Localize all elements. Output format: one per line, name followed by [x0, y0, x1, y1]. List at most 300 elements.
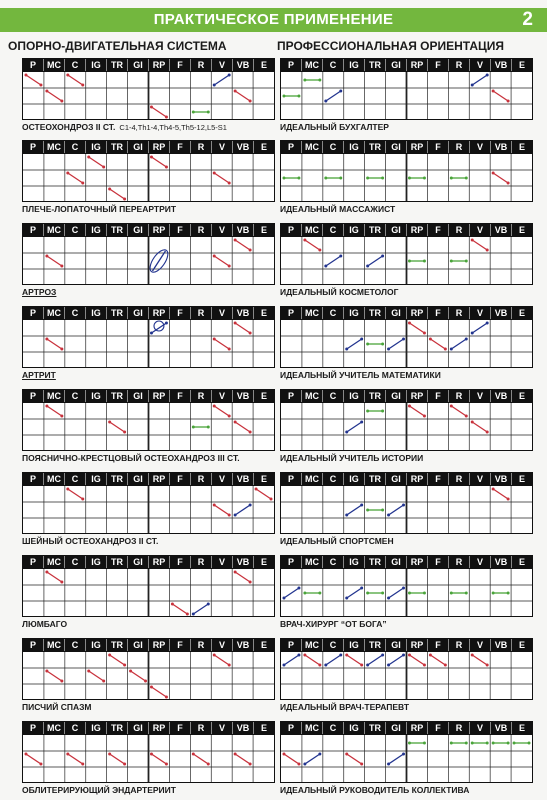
- blue-mark: [284, 588, 299, 598]
- red-mark-dot: [150, 156, 153, 159]
- blue-mark: [389, 754, 404, 764]
- grid-header-e: E: [518, 557, 525, 567]
- caption-text: ИДЕАЛЬНЫЙ КОСМЕТОЛОГ: [280, 287, 399, 297]
- grid-header-c: C: [323, 224, 344, 236]
- indicator-grid: [22, 72, 275, 120]
- green-mark-dot: [282, 177, 285, 180]
- red-mark: [68, 75, 83, 85]
- grid-header-rp: RP: [149, 307, 170, 319]
- grid-header: [280, 472, 533, 486]
- blue-mark: [472, 323, 487, 333]
- grid-header-p: P: [281, 473, 302, 485]
- red-mark: [89, 671, 104, 681]
- blue-mark-dot: [345, 348, 348, 351]
- grid-header-r: R: [449, 141, 470, 153]
- grid-header-p: P: [23, 722, 44, 734]
- grid-header-f: F: [170, 224, 191, 236]
- grid-header-rp: RP: [407, 556, 428, 568]
- green-mark-dot: [366, 509, 369, 512]
- red-mark: [235, 422, 250, 432]
- left-panel-3: [22, 223, 275, 285]
- red-mark-dot: [45, 571, 48, 574]
- grid-header-ig: IG: [86, 473, 107, 485]
- red-mark-dot: [486, 249, 489, 252]
- grid-header-f: F: [428, 390, 449, 402]
- red-mark: [151, 157, 166, 167]
- red-mark-dot: [165, 116, 168, 119]
- red-mark-dot: [249, 431, 252, 434]
- blue-mark: [389, 655, 404, 665]
- grid-header-tr: TR: [107, 224, 128, 236]
- grid-header-f: F: [170, 141, 191, 153]
- indicator-grid: [22, 652, 275, 700]
- blue-mark-dot: [297, 654, 300, 657]
- indicator-grid: [280, 569, 533, 617]
- caption-text: ПЛЕЧЕ-ЛОПАТОЧНЫЙ ПЕРЕАРТРИТ: [22, 204, 177, 214]
- red-mark-dot: [249, 249, 252, 252]
- grid-header-vb: VB: [233, 224, 254, 236]
- grid-header-e: E: [260, 142, 267, 152]
- red-mark-dot: [60, 680, 63, 683]
- right-panel-8: [280, 638, 533, 700]
- grid-header-gi: GI: [386, 639, 407, 651]
- title-banner: [0, 8, 547, 32]
- grid-header-f: F: [428, 141, 449, 153]
- grid-header: [280, 389, 533, 403]
- grid-header-tr: TR: [107, 556, 128, 568]
- right-panel-caption: [280, 702, 409, 712]
- green-mark-dot: [282, 95, 285, 98]
- blue-mark-dot: [366, 664, 369, 667]
- red-mark-dot: [87, 156, 90, 159]
- red-mark: [430, 339, 445, 349]
- indicator-grid: [280, 403, 533, 451]
- green-mark-dot: [366, 592, 369, 595]
- grid-header-vb: VB: [233, 141, 254, 153]
- caption-text: ВРАЧ-ХИРУРГ “ОТ БОГА”: [280, 619, 387, 629]
- blue-mark: [347, 339, 362, 349]
- grid-header-ig: IG: [86, 639, 107, 651]
- caption-text: ИДЕАЛЬНЫЙ МАССАЖИСТ: [280, 204, 396, 214]
- red-mark: [409, 406, 424, 416]
- blue-mark: [305, 754, 320, 764]
- green-mark-dot: [339, 177, 342, 180]
- grid-header-c: C: [65, 224, 86, 236]
- grid-header-rp: RP: [149, 141, 170, 153]
- blue-mark: [347, 588, 362, 598]
- grid-header-tr: TR: [365, 59, 386, 71]
- blue-mark: [326, 655, 341, 665]
- grid-header-ig: IG: [344, 224, 365, 236]
- blue-mark-dot: [486, 322, 489, 325]
- red-mark-dot: [108, 753, 111, 756]
- green-mark-dot: [381, 177, 384, 180]
- red-mark-dot: [471, 239, 474, 242]
- red-mark: [472, 655, 487, 665]
- grid-header-ig: IG: [344, 556, 365, 568]
- grid-header-f: F: [170, 473, 191, 485]
- red-mark-dot: [507, 100, 510, 103]
- grid-header-c: C: [323, 556, 344, 568]
- red-mark-dot: [465, 415, 468, 418]
- grid-header-gi: GI: [386, 473, 407, 485]
- green-mark-dot: [303, 79, 306, 82]
- grid-header-e: E: [260, 225, 267, 235]
- red-mark-dot: [108, 421, 111, 424]
- left-panel-caption: [22, 122, 227, 132]
- grid-header-e: E: [518, 142, 525, 152]
- red-mark-dot: [444, 664, 447, 667]
- blue-mark-dot: [150, 332, 153, 335]
- grid-header-p: P: [23, 556, 44, 568]
- red-mark-dot: [450, 405, 453, 408]
- blue-mark: [389, 588, 404, 598]
- grid-header-p: P: [281, 639, 302, 651]
- grid-header-p: P: [281, 224, 302, 236]
- blue-mark-dot: [345, 597, 348, 600]
- grid-header-vb: VB: [491, 722, 512, 734]
- grid-header-mc: MC: [44, 390, 65, 402]
- grid-header: [280, 58, 533, 72]
- green-mark-dot: [318, 592, 321, 595]
- blue-mark: [347, 422, 362, 432]
- red-mark-dot: [102, 166, 105, 169]
- red-mark-dot: [66, 753, 69, 756]
- red-mark-dot: [228, 664, 231, 667]
- grid-header-vb: VB: [491, 473, 512, 485]
- grid-header-vb: VB: [491, 224, 512, 236]
- grid-header-c: C: [65, 639, 86, 651]
- blue-mark-dot: [387, 664, 390, 667]
- right-panel-caption: [280, 619, 387, 629]
- indicator-grid: [22, 403, 275, 451]
- grid-header-e: E: [518, 474, 525, 484]
- green-mark-dot: [297, 95, 300, 98]
- red-mark: [47, 339, 62, 349]
- grid-header: [22, 472, 275, 486]
- red-mark-dot: [123, 664, 126, 667]
- red-mark-dot: [408, 654, 411, 657]
- red-mark-dot: [282, 753, 285, 756]
- red-mark: [214, 406, 229, 416]
- grid-header-c: C: [323, 473, 344, 485]
- red-mark-dot: [24, 753, 27, 756]
- grid-header-p: P: [23, 390, 44, 402]
- green-mark-dot: [507, 742, 510, 745]
- blue-mark-dot: [318, 753, 321, 756]
- grid-header-rp: RP: [149, 556, 170, 568]
- red-mark-dot: [492, 488, 495, 491]
- grid-header-tr: TR: [107, 473, 128, 485]
- grid-header-p: P: [23, 141, 44, 153]
- grid-header-vb: VB: [233, 556, 254, 568]
- left-panel-5: [22, 389, 275, 451]
- grid-header-vb: VB: [233, 307, 254, 319]
- red-mark: [235, 572, 250, 582]
- red-mark: [47, 572, 62, 582]
- grid-header-r: R: [449, 556, 470, 568]
- grid-header-c: C: [65, 307, 86, 319]
- green-mark-dot: [492, 742, 495, 745]
- blue-mark-dot: [345, 514, 348, 517]
- red-mark-dot: [45, 670, 48, 673]
- grid-header-rp: RP: [407, 639, 428, 651]
- grid-header-v: V: [212, 639, 233, 651]
- blue-mark: [326, 256, 341, 266]
- caption-text: АРТРИТ: [22, 370, 56, 380]
- grid-header-v: V: [470, 307, 491, 319]
- grid-header-tr: TR: [365, 722, 386, 734]
- green-mark-dot: [366, 177, 369, 180]
- grid-header-ig: IG: [86, 224, 107, 236]
- grid-header-vb: VB: [233, 639, 254, 651]
- red-mark-dot: [186, 613, 189, 616]
- grid-header-f: F: [170, 722, 191, 734]
- grid-header-mc: MC: [44, 224, 65, 236]
- grid-header-p: P: [23, 307, 44, 319]
- grid-header-r: R: [191, 224, 212, 236]
- red-mark-dot: [213, 172, 216, 175]
- grid-header-vb: VB: [491, 141, 512, 153]
- grid-header: [280, 721, 533, 735]
- red-mark-dot: [165, 166, 168, 169]
- caption-text: ПОЯСНИЧНО-КРЕСТЦОВЫЙ ОСТЕОХАНДРОЗ III СТ.: [22, 453, 240, 463]
- right-panel-7: [280, 555, 533, 617]
- red-mark-dot: [423, 664, 426, 667]
- green-mark-dot: [465, 592, 468, 595]
- left-panel-caption: [22, 287, 56, 297]
- grid-header-c: C: [323, 59, 344, 71]
- red-mark-dot: [213, 405, 216, 408]
- red-mark-dot: [360, 763, 363, 766]
- grid-header-v: V: [212, 556, 233, 568]
- grid-header-v: V: [212, 473, 233, 485]
- caption-suffix: C1-4,Th1-4,Th4-5,Th5-12,L5-S1: [119, 123, 227, 132]
- green-mark-dot: [381, 592, 384, 595]
- grid-header-ig: IG: [86, 556, 107, 568]
- blue-mark-dot: [402, 504, 405, 507]
- grid-header-ig: IG: [86, 722, 107, 734]
- grid-header-ig: IG: [344, 307, 365, 319]
- red-mark: [47, 91, 62, 101]
- red-mark: [305, 655, 320, 665]
- red-mark-dot: [60, 348, 63, 351]
- red-mark-dot: [213, 338, 216, 341]
- red-mark: [214, 173, 229, 183]
- grid-header-v: V: [212, 307, 233, 319]
- grid-header-r: R: [449, 390, 470, 402]
- grid-header-mc: MC: [302, 556, 323, 568]
- blue-mark-dot: [360, 338, 363, 341]
- grid-header-r: R: [449, 639, 470, 651]
- green-mark-dot: [297, 177, 300, 180]
- grid-header: [280, 223, 533, 237]
- red-mark-dot: [255, 488, 258, 491]
- indicator-grid: [280, 652, 533, 700]
- red-mark-dot: [66, 488, 69, 491]
- grid-header-gi: GI: [128, 59, 149, 71]
- red-mark-dot: [45, 405, 48, 408]
- red-mark: [47, 406, 62, 416]
- red-mark: [493, 91, 508, 101]
- grid-header-c: C: [65, 556, 86, 568]
- right-panel-caption: [280, 287, 398, 297]
- blue-mark-dot: [366, 265, 369, 268]
- indicator-grid: [22, 569, 275, 617]
- red-mark-dot: [60, 100, 63, 103]
- grid-header-gi: GI: [128, 722, 149, 734]
- blue-mark-dot: [360, 587, 363, 590]
- left-panel-caption: [22, 453, 240, 463]
- red-mark-dot: [213, 654, 216, 657]
- green-mark-dot: [366, 343, 369, 346]
- caption-text: ОСТЕОХОНДРОЗ II СТ.: [22, 122, 116, 132]
- grid-header-tr: TR: [365, 639, 386, 651]
- right-panel-2: [280, 140, 533, 202]
- red-mark-dot: [471, 654, 474, 657]
- red-mark-dot: [39, 84, 42, 87]
- blue-mark-dot: [324, 664, 327, 667]
- blue-mark-dot: [387, 514, 390, 517]
- red-mark-dot: [102, 680, 105, 683]
- right-panel-caption: [280, 122, 389, 132]
- red-mark-dot: [492, 90, 495, 93]
- grid-header-tr: TR: [107, 390, 128, 402]
- red-mark-dot: [486, 664, 489, 667]
- right-panel-6: [280, 472, 533, 534]
- green-mark-dot: [381, 410, 384, 413]
- left-panel-1: [22, 58, 275, 120]
- green-mark-dot: [423, 260, 426, 263]
- grid-header-p: P: [23, 639, 44, 651]
- green-mark-dot: [450, 592, 453, 595]
- grid-header-e: E: [260, 474, 267, 484]
- red-mark-dot: [165, 696, 168, 699]
- red-mark: [151, 687, 166, 697]
- grid-header-rp: RP: [407, 141, 428, 153]
- red-mark-dot: [486, 431, 489, 434]
- grid-header-tr: TR: [365, 141, 386, 153]
- blue-mark: [368, 655, 383, 665]
- grid-header-r: R: [191, 722, 212, 734]
- blue-mark-dot: [486, 74, 489, 77]
- grid-header-v: V: [212, 141, 233, 153]
- red-mark-dot: [150, 753, 153, 756]
- red-mark-dot: [24, 74, 27, 77]
- grid-header-vb: VB: [491, 556, 512, 568]
- grid-header-r: R: [191, 473, 212, 485]
- red-mark-dot: [108, 654, 111, 657]
- right-panel-caption: [280, 370, 441, 380]
- grid-header: [22, 638, 275, 652]
- red-mark-dot: [408, 322, 411, 325]
- red-mark-dot: [192, 753, 195, 756]
- red-mark-dot: [123, 763, 126, 766]
- grid-header-gi: GI: [386, 307, 407, 319]
- grid-header-f: F: [170, 59, 191, 71]
- grid-header-ig: IG: [344, 141, 365, 153]
- grid-header-mc: MC: [302, 639, 323, 651]
- red-mark-dot: [81, 498, 84, 501]
- red-mark-dot: [234, 322, 237, 325]
- red-mark-dot: [60, 265, 63, 268]
- grid-header-c: C: [65, 59, 86, 71]
- right-panel-5: [280, 389, 533, 451]
- green-mark-dot: [303, 592, 306, 595]
- grid-header-r: R: [191, 141, 212, 153]
- green-mark-dot: [192, 426, 195, 429]
- red-mark-dot: [270, 498, 273, 501]
- blue-mark-dot: [387, 597, 390, 600]
- blue-mark-dot: [339, 654, 342, 657]
- grid-header-f: F: [170, 390, 191, 402]
- grid-header-gi: GI: [386, 722, 407, 734]
- blue-mark-dot: [465, 338, 468, 341]
- red-mark-dot: [444, 348, 447, 351]
- right-panel-1: [280, 58, 533, 120]
- caption-text: ОБЛИТЕРИРУЮЩИЙ ЭНДАРТЕРИИТ: [22, 785, 176, 795]
- red-mark-dot: [123, 431, 126, 434]
- blue-mark-dot: [360, 504, 363, 507]
- red-mark: [214, 655, 229, 665]
- red-mark-dot: [228, 514, 231, 517]
- grid-header-vb: VB: [233, 59, 254, 71]
- grid-header-vb: VB: [233, 722, 254, 734]
- red-mark: [131, 671, 146, 681]
- red-mark-dot: [318, 249, 321, 252]
- green-mark-dot: [423, 177, 426, 180]
- grid-header-gi: GI: [386, 224, 407, 236]
- grid-header-p: P: [23, 473, 44, 485]
- blue-mark-dot: [402, 338, 405, 341]
- grid-header-vb: VB: [491, 390, 512, 402]
- red-mark-dot: [60, 581, 63, 584]
- blue-mark-dot: [381, 654, 384, 657]
- red-mark: [68, 489, 83, 499]
- blue-mark-dot: [387, 348, 390, 351]
- grid-header-f: F: [428, 224, 449, 236]
- grid-header-f: F: [428, 556, 449, 568]
- grid-header-c: C: [65, 141, 86, 153]
- page-title: ПРАКТИЧЕСКОЕ ПРИМЕНЕНИЕ: [153, 11, 394, 28]
- red-mark: [235, 754, 250, 764]
- grid-header-f: F: [170, 639, 191, 651]
- blue-mark-dot: [339, 255, 342, 258]
- grid-header-tr: TR: [365, 390, 386, 402]
- left-panel-caption: [22, 370, 56, 380]
- grid-header: [22, 140, 275, 154]
- blue-mark-dot: [345, 431, 348, 434]
- grid-header-gi: GI: [128, 307, 149, 319]
- blue-mark: [326, 91, 341, 101]
- grid-header-tr: TR: [365, 307, 386, 319]
- red-mark-dot: [423, 332, 426, 335]
- green-mark-dot: [408, 177, 411, 180]
- grid-header: [22, 555, 275, 569]
- grid-header-p: P: [281, 141, 302, 153]
- red-mark: [47, 256, 62, 266]
- red-mark: [235, 91, 250, 101]
- grid-header-p: P: [281, 390, 302, 402]
- grid-header-tr: TR: [107, 639, 128, 651]
- caption-text: ПИСЧИЙ СПАЗМ: [22, 702, 92, 712]
- grid-header-rp: RP: [149, 59, 170, 71]
- grid-header-rp: RP: [407, 722, 428, 734]
- red-mark-dot: [228, 415, 231, 418]
- red-mark-dot: [345, 753, 348, 756]
- grid-header-gi: GI: [128, 224, 149, 236]
- green-mark-dot: [408, 260, 411, 263]
